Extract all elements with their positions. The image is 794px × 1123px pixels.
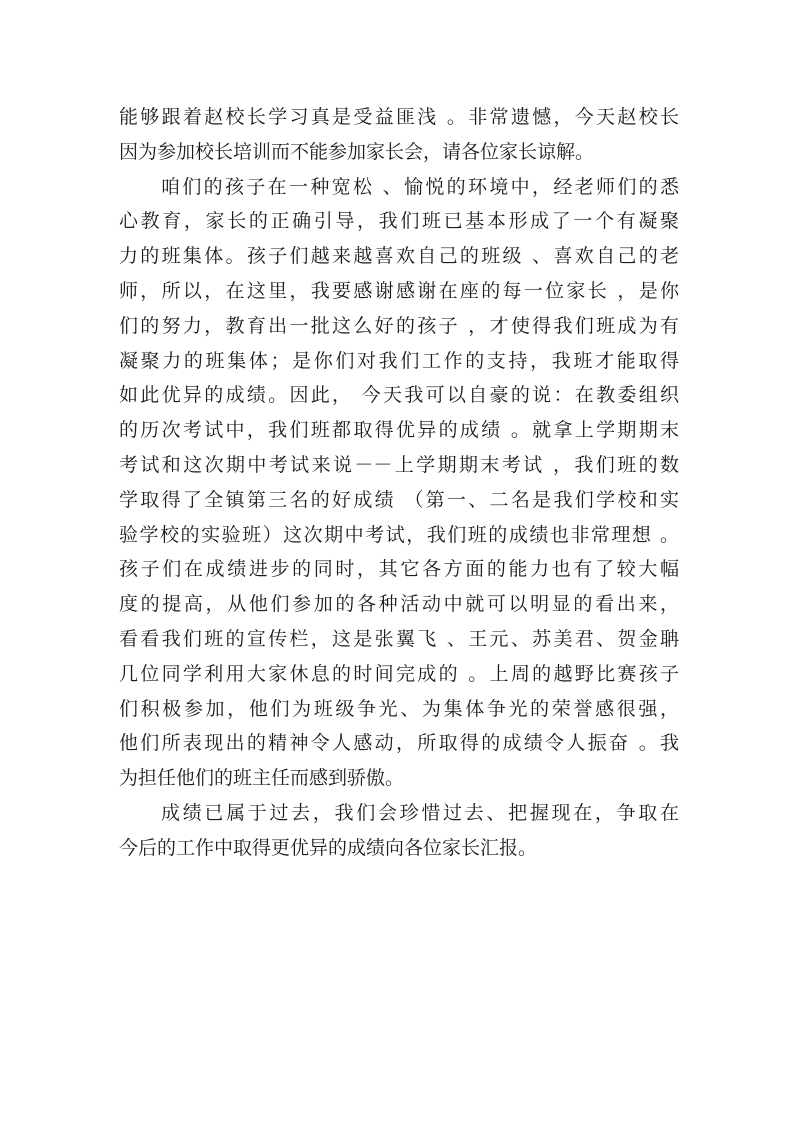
text-line: 因为参加校长培训而不能参加家长会，请各位家长谅解。 bbox=[119, 140, 595, 163]
text-line: 孩子们在成绩进步的同时，其它各方面的能力也有了较大幅 bbox=[119, 558, 679, 581]
text-line: 们的努力，教育出一批这么好的孩子 ，才使得我们班成为有 bbox=[119, 314, 679, 337]
text-line: 心教育，家长的正确引导，我们班已基本形成了一个有凝聚 bbox=[119, 210, 679, 233]
text-line: 凝聚力的班集体；是你们对我们工作的支持，我班才能取得 bbox=[119, 349, 679, 372]
text-line: 今后的工作中取得更优异的成绩向各位家长汇报。 bbox=[119, 836, 538, 859]
text-line: 师，所以，在这里，我要感谢感谢在座的每一位家长 ，是你 bbox=[119, 279, 679, 302]
paragraph-start-line: 咱们的孩子在一种宽松 、愉悦的环境中，经老师们的悉 bbox=[161, 175, 679, 198]
text-line: 为担任他们的班主任而感到骄傲。 bbox=[119, 767, 405, 790]
text-line: 的历次考试中，我们班都取得优异的成绩 。就拿上学期期末 bbox=[119, 419, 679, 442]
text-line: 们积极参加，他们为班级争光、为集体争光的荣誉感很强， bbox=[119, 697, 679, 720]
text-line: 考试和这次期中考试来说－－上学期期末考试 ，我们班的数 bbox=[119, 453, 679, 476]
text-line: 他们所表现出的精神令人感动，所取得的成绩令人振奋 。我 bbox=[119, 732, 679, 755]
text-line: 力的班集体。孩子们越来越喜欢自己的班级 、喜欢自己的老 bbox=[119, 245, 679, 268]
text-line: 能够跟着赵校长学习真是受益匪浅 。非常遗憾，今天赵校长 bbox=[119, 106, 679, 128]
text-line: 学取得了全镇第三名的好成绩 （第一、二名是我们学校和实 bbox=[119, 488, 679, 511]
paragraph-start-line: 成绩已属于过去，我们会珍惜过去、把握现在，争取在 bbox=[161, 801, 679, 824]
text-line: 看看我们班的宣传栏，这是张翼飞 、王元、苏美君、贺金聃 bbox=[119, 627, 679, 650]
text-line: 度的提高，从他们参加的各种活动中就可以明显的看出来， bbox=[119, 593, 679, 616]
text-line: 如此优异的成绩。因此， 今天我可以自豪的说：在教委组织 bbox=[119, 384, 679, 407]
letter-body bbox=[119, 100, 679, 866]
text-line: 几位同学利用大家休息的时间完成的 。上周的越野比赛孩子 bbox=[119, 662, 679, 685]
text-line: 验学校的实验班）这次期中考试，我们班的成绩也非常理想 。 bbox=[119, 523, 679, 546]
